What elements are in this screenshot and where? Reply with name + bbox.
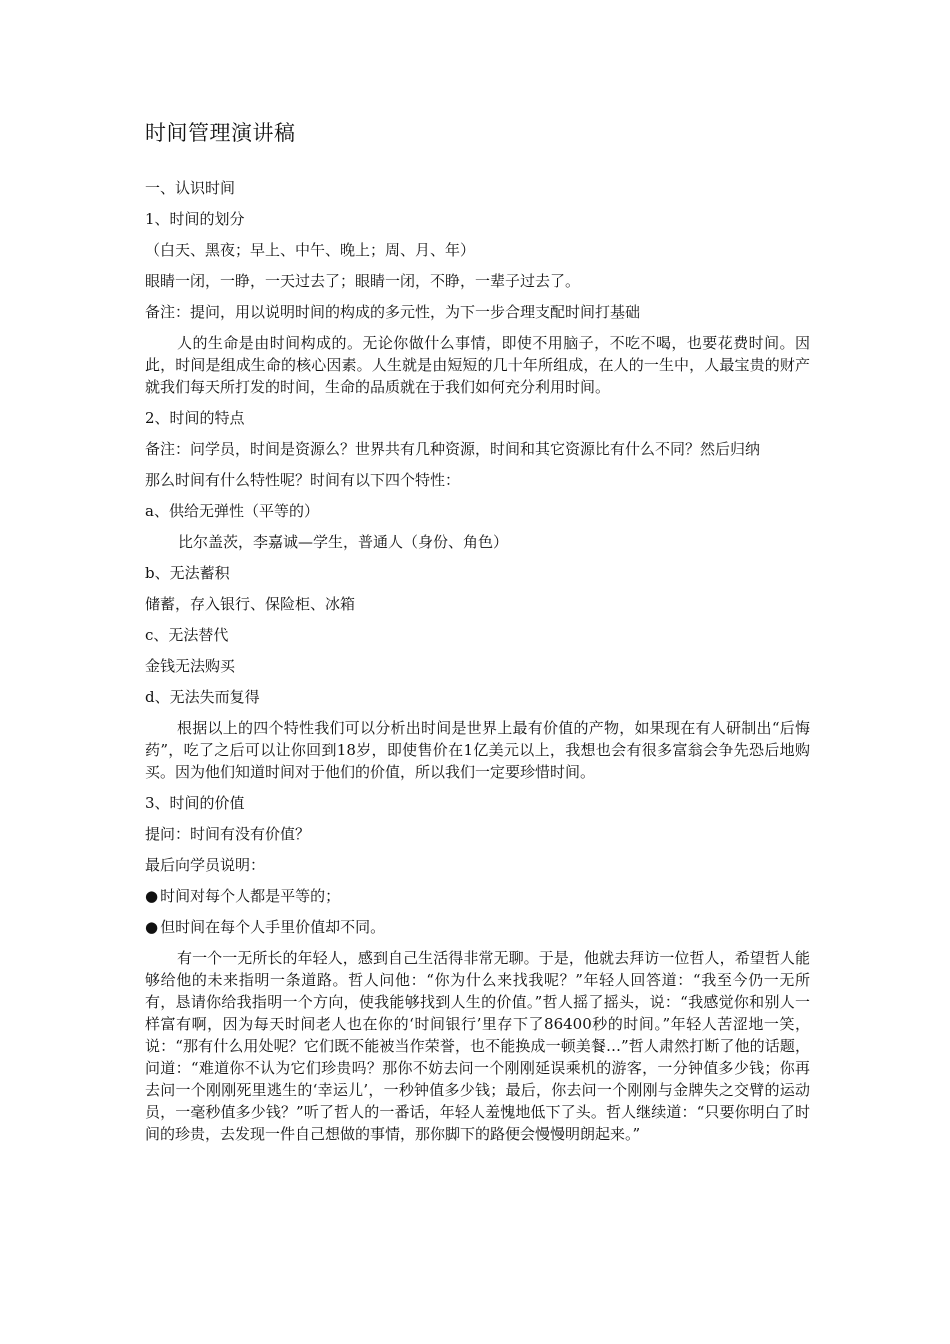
list-item: c、无法替代 [145, 626, 229, 644]
note-paragraph: 备注：问学员，时间是资源么？世界共有几种资源，时间和其它资源比有什么不同？然后归纳 [145, 440, 761, 458]
bullet-item: ● 时间对每个人都是平等的； [145, 885, 810, 907]
note-line: 备注：提问，用以说明时间的构成的多元性，为下一步合理支配时间打基础 [145, 303, 641, 321]
story-paragraph: 有一个一无所长的年轻人，感到自己生活得非常无聊。于是，他就去拜访一位哲人，希望哲人能够给他的未来指明一条道路。哲人问他：“你为什么来找我呢？”年轻人回答道：“我至今仍一无所有，恳请你给我指明一个方向，使我能够找到人生的价值。”哲人摇了摇头，说：“我感觉你和别人一样富有啊，因为每天时间老人也在你的‘时间银行’里存下了86400秒的时间。”年轻人苦涩地一笑，说：“那有什么用处呢？它们既不能被当作荣誉，也不能换成一顿美餐…”哲人肃然打断了他的话题，问道：“难道你不认为它们珍贵吗？那你不妨去问一个刚刚延误乘机的游客，一分钟值多少钱；你再去问一个刚刚死里逃生的‘幸运儿’，一秒钟值多少钱；最后，你去问一个刚刚与金牌失之交臂的运动员，一毫秒值多少钱？”听了哲人的一番话，年轻人羞愧地低下了头。哲人继续道：“只要你明白了时间的珍贵，去发现一件自己想做的事情，那你脚下的路便会慢慢明朗起来。” [145, 949, 810, 1143]
text-line: 眼睛一闭，一睁，一天过去了；眼睛一闭，不睁，一辈子过去了。 [145, 272, 581, 290]
list-item-example: 金钱无法购买 [145, 657, 236, 675]
subsection-heading: 1、时间的划分 [145, 210, 245, 228]
list-item-example: 储蓄，存入银行、保险柜、冰箱 [145, 595, 356, 613]
question-line: 提问：时间有没有价值？ [145, 825, 311, 843]
section-heading: 一、认识时间 [145, 179, 236, 197]
list-item: a、供给无弹性（平等的） [145, 502, 319, 520]
bullet-item: ● 但时间在每个人手里价值却不同。 [145, 916, 810, 938]
subsection-heading: 2、时间的特点 [145, 409, 245, 427]
document-title: 时间管理演讲稿 [145, 121, 296, 145]
document-page [145, 118, 810, 1154]
time-division-list: （白天、黑夜；早上、中午、晚上；周、月、年） [145, 241, 476, 259]
list-item-example: 比尔盖茨，李嘉诚—学生，普通人（身份、角色） [178, 533, 509, 551]
paragraph: 根据以上的四个特性我们可以分析出时间是世界上最有价值的产物，如果现在有人研制出“后悔药”，吃了之后可以让你回到18岁，即使售价在1亿美元以上，我想也会有很多富翁会争先恐后地购买。因为他们知道时间对于他们的价值，所以我们一定要珍惜时间。 [145, 719, 810, 781]
text-line: 那么时间有什么特性呢？时间有以下四个特性： [145, 471, 461, 489]
subsection-heading: 3、时间的价值 [145, 794, 245, 812]
text-line: 最后向学员说明： [145, 856, 266, 874]
paragraph: 人的生命是由时间构成的。无论你做什么事情，即使不用脑子，不吃不喝，也要花费时间。因此，时间是组成生命的核心因素。人生就是由短短的几十年所组成，在人的一生中，人最宝贵的财产就我们每天所打发的时间，生命的品质就在于我们如何充分利用时间。 [145, 334, 810, 396]
list-item: b、无法蓄积 [145, 564, 230, 582]
list-item: d、无法失而复得 [145, 688, 260, 706]
